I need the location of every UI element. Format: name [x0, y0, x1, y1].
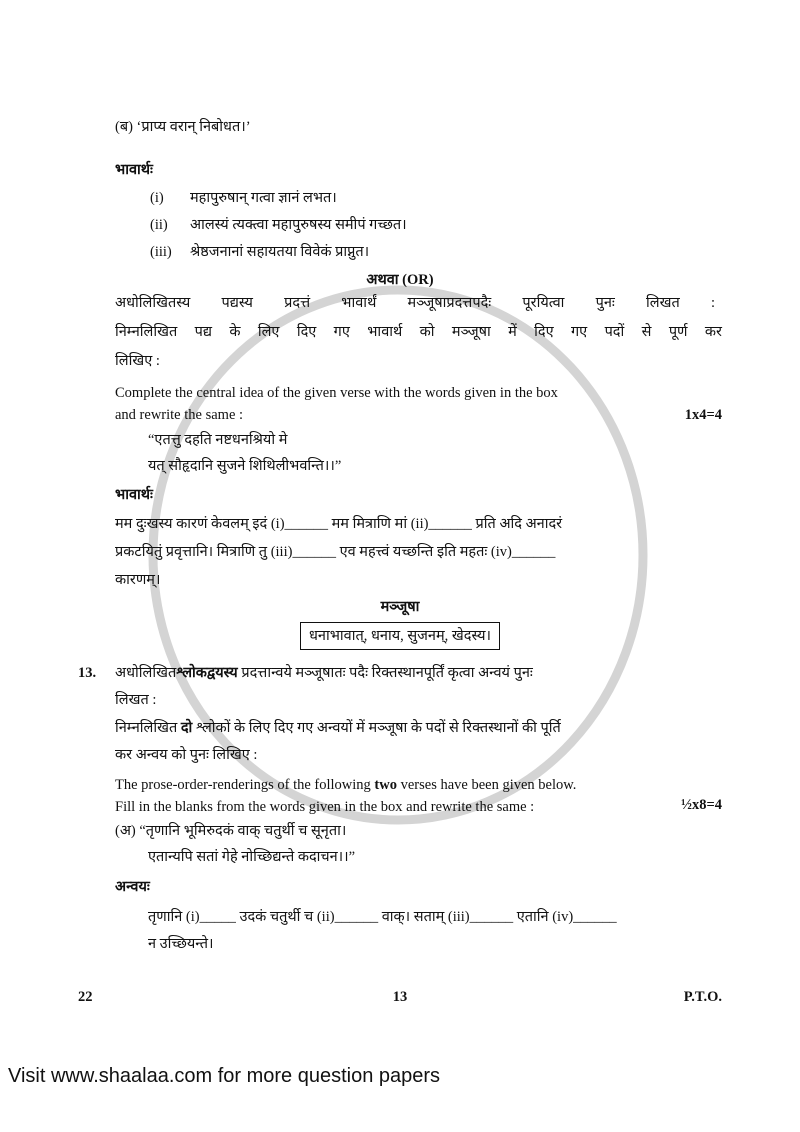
option-num: (ii)	[150, 217, 168, 233]
option-num: (iii)	[150, 244, 172, 260]
text: अधोलिखित	[115, 665, 177, 681]
or-heading: अथवा (OR)	[366, 272, 434, 288]
english-instruction	[115, 775, 576, 795]
marks: ½x8=4	[681, 797, 722, 813]
sanskrit-instruction	[115, 663, 533, 683]
text: निम्नलिखित	[115, 720, 181, 736]
fill-paragraph: प्रकटयितुं प्रवृत्तानि। मित्राणि तु (iii)______ एव महत्त्वं यच्छन्ति इति महतः (iv)______	[115, 544, 556, 560]
option-text: महापुरुषान् गत्वा ज्ञानं लभत।	[190, 190, 337, 206]
question-number: 13.	[78, 665, 97, 681]
sanskrit-instruction: अधोलिखितस्य पद्यस्य प्रदत्तं भावार्थं मञ्जूषाप्रदत्तपदैः पूरयित्वा पुनः लिखत :	[115, 295, 715, 311]
hindi-instruction	[115, 718, 561, 738]
paper-code: 22	[78, 989, 93, 1005]
bhavartha-label: भावार्थः	[115, 162, 153, 178]
anvaya-label: अन्वयः	[115, 879, 150, 895]
text: श्लोकों के लिए दिए गए अन्वयों में मञ्जूषा के पदों से रिक्तस्थानों की पूर्ति	[192, 720, 561, 736]
english-instruction-cont: and rewrite the same :	[115, 407, 244, 423]
hindi-instruction-cont: लिखिए :	[115, 353, 160, 369]
english-instruction: Complete the central idea of the given verse with the words given in the box	[115, 385, 558, 401]
q12b-head: (ब) ‘प्राप्य वरान् निबोधत।’	[115, 119, 251, 135]
text: verses have been given below.	[396, 777, 577, 793]
verse-line: “एतत्तु दहति नष्टधनश्रियो मे	[148, 432, 288, 448]
sanskrit-instruction-cont: लिखत :	[115, 692, 157, 708]
fill-paragraph: मम दुःखस्य कारणं केवलम् इदं (i)______ मम मित्राणि मां (ii)______ प्रति अदि अनादरं	[115, 516, 563, 532]
option-text: आलस्यं त्यक्त्वा महापुरुषस्य समीपं गच्छत।	[190, 217, 407, 233]
manjusha-box-wrap	[0, 622, 800, 650]
english-instruction-cont: Fill in the blanks from the words given in the box and rewrite the same :	[115, 799, 535, 815]
bhavartha-label: भावार्थः	[115, 487, 153, 503]
bold-text: two	[374, 777, 397, 793]
fill-paragraph: कारणम्।	[115, 572, 161, 588]
hindi-instruction: निम्नलिखित पद्य के लिए दिए गए भावार्थ को मञ्जूषा में दिए गए पदों से पूर्ण कर	[115, 324, 722, 340]
text: प्रदत्तान्वये मञ्जूषातः पदैः रिक्तस्थानपूर्तिं कृत्वा अन्वयं पुनः	[237, 665, 533, 681]
bold-text: श्लोकद्वयस्य	[176, 665, 238, 681]
hindi-instruction-cont: कर अन्वय को पुनः लिखिए :	[115, 747, 258, 763]
manjusha-box: धनाभावात्, धनाय, सुजनम्, खेदस्य।	[300, 622, 500, 650]
verse-line: एतान्यपि सतां गेहे नोच्छिद्यन्ते कदाचन।।”	[148, 849, 356, 865]
manjusha-label: मञ्जूषा	[380, 599, 420, 615]
page-number: 13	[392, 989, 408, 1005]
text: The prose-order-renderings of the following	[115, 777, 375, 793]
site-footer-link[interactable]: Visit www.shaalaa.com for more question papers	[8, 1065, 441, 1087]
bold-text: दो	[180, 720, 193, 736]
option-text: श्रेष्ठजनानां सहायतया विवेकं प्राप्नुत।	[190, 244, 370, 260]
verse-line: (अ) “तृणानि भूमिरुदकं वाक् चतुर्थी च सूनृता।	[115, 823, 347, 839]
pto: P.T.O.	[683, 989, 722, 1005]
marks: 1x4=4	[684, 407, 722, 423]
verse-line: यत् सौहृदानि सुजने शिथिलीभवन्ति।।”	[148, 458, 342, 474]
anvaya-line: तृणानि (i)_____ उदकं चतुर्थी च (ii)______ वाक्। सताम् (iii)______ एतानि (iv)______	[148, 909, 617, 925]
anvaya-line: न उच्छियन्ते।	[148, 936, 214, 952]
option-num: (i)	[150, 190, 164, 206]
